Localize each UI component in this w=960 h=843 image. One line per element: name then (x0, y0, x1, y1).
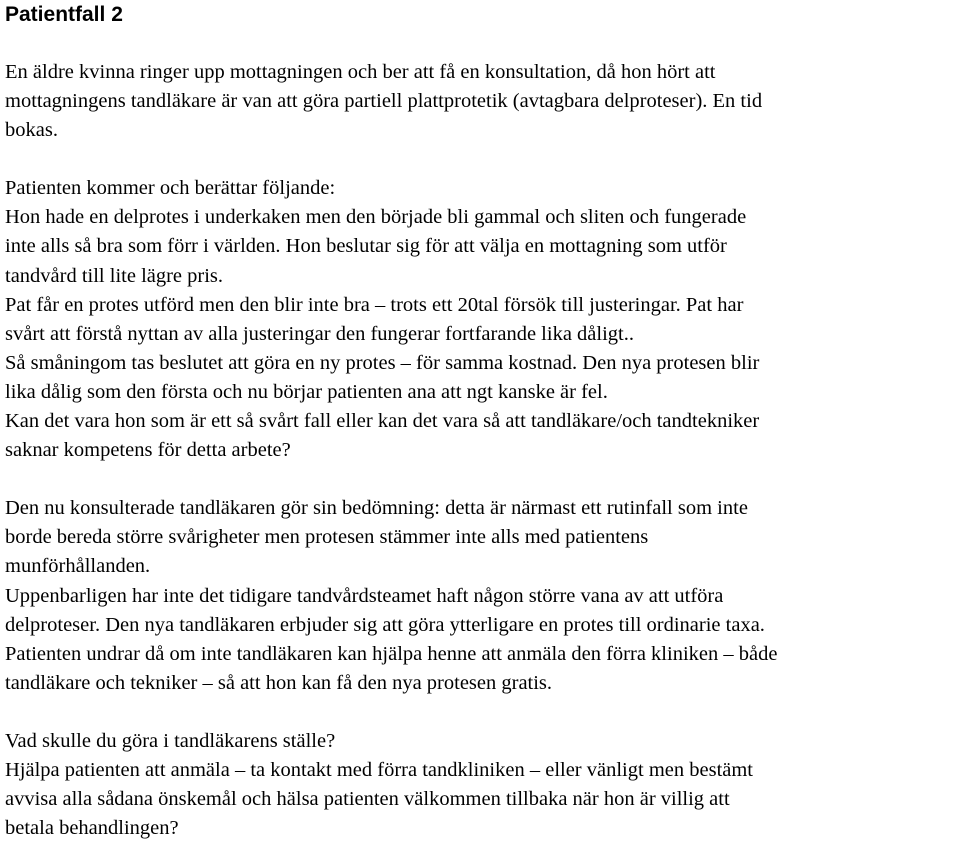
text-line: Så småningom tas beslutet att göra en ny protes – för samma kostnad. Den nya protesen blir (5, 351, 760, 374)
text-line: betala behandlingen? (5, 817, 179, 840)
text-line: tandläkare och tekniker – så att hon kan få den nya protesen gratis. (5, 671, 553, 694)
spacer (5, 145, 955, 174)
spacer (5, 465, 955, 494)
text-line: delproteser. Den nya tandläkaren erbjuder sig att göra ytterligare en protes till ordinarie taxa. (5, 613, 765, 636)
text-line: Patienten kommer och berättar följande: (5, 177, 336, 200)
paragraph-assessment (5, 494, 955, 698)
paragraph-history (5, 174, 955, 465)
spacer (5, 698, 955, 727)
text-line: Pat får en protes utförd men den blir inte bra – trots ett 20tal försök till justeringar. Pat har (5, 293, 744, 316)
text-line: Patienten undrar då om inte tandläkaren kan hjälpa henne att anmäla den förra kliniken – både (5, 642, 778, 665)
text-line: lika dålig som den första och nu börjar patienten ana att ngt kanske är fel. (5, 380, 608, 403)
text-line: borde bereda större svårigheter men protesen stämmer inte alls med patientens (5, 526, 649, 549)
text-line: mottagningens tandläkare är van att göra partiell plattprotetik (avtagbara delproteser). En tid (5, 90, 763, 113)
paragraph-question (5, 727, 955, 843)
text-line: tandvård till lite lägre pris. (5, 264, 224, 287)
text-line: Hjälpa patienten att anmäla – ta kontakt med förra tandkliniken – eller vänligt men bestämt (5, 758, 753, 781)
text-line: munförhållanden. (5, 555, 151, 578)
text-line: Den nu konsulterade tandläkaren gör sin bedömning: detta är närmast ett rutinfall som inte (5, 497, 748, 520)
text-line: inte alls så bra som förr i världen. Hon beslutar sig för att välja en mottagning som utför (5, 235, 727, 258)
text-line: En äldre kvinna ringer upp mottagningen och ber att få en konsultation, då hon hört att (5, 61, 716, 83)
text-line: Vad skulle du göra i tandläkarens ställe? (5, 729, 336, 752)
spacer (5, 29, 955, 58)
document-page (5, 0, 955, 843)
text-line: avvisa alla sådana önskemål och hälsa patienten välkommen tillbaka när hon är villig att (5, 788, 730, 811)
text-line: Uppenbarligen har inte det tidigare tandvårdsteamet haft någon större vana av att utföra (5, 584, 724, 607)
paragraph-intro (5, 58, 955, 145)
text-line: saknar kompetens för detta arbete? (5, 439, 291, 462)
text-line: bokas. (5, 119, 58, 142)
text-line: svårt att förstå nyttan av alla justeringar den fungerar fortfarande lika dåligt.. (5, 322, 634, 345)
text-line: Kan det vara hon som är ett så svårt fall eller kan det vara så att tandläkare/och tandtekniker (5, 410, 760, 433)
document-title: Patientfall 2 (5, 3, 123, 26)
text-line: Hon hade en delprotes i underkaken men den började bli gammal och sliten och fungerade (5, 206, 747, 229)
